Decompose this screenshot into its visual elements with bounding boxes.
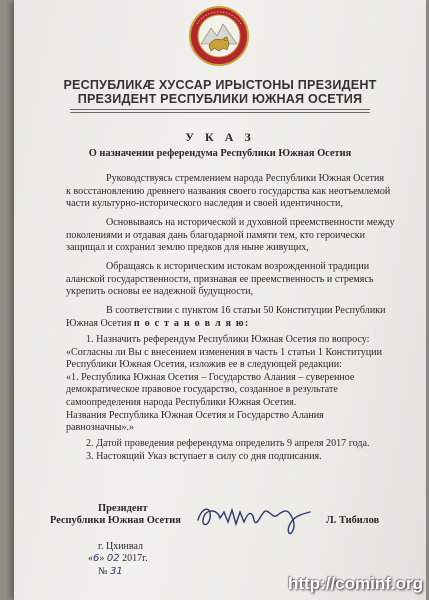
paragraph-line: демократическое правовое государство, созданное в результате (66, 384, 338, 396)
header-title-russian: ПРЕЗИДЕНТ РЕСПУБЛИКИ ЮЖНАЯ ОСЕТИЯ (77, 92, 363, 106)
header-title-ossetian: РЕСПУБЛИКӔ ХУССАР ИРЫСТОНЫ ПРЕЗИДЕНТ (63, 78, 377, 92)
state-emblem-icon (189, 4, 249, 68)
signing-place: г. Цхинвал (98, 541, 144, 552)
number-sign: № (98, 566, 108, 577)
date-quote-open: « (88, 553, 93, 564)
date-month: 02 (106, 553, 120, 564)
paragraph-line: аланской государственности, признавая ее преемственность и стремясь (66, 273, 374, 285)
date-year: 2017г. (122, 553, 148, 564)
document-title: У К А З (185, 130, 255, 144)
paragraph-line: Основываясь на исторической и духовной преемственности между (106, 217, 395, 228)
legal-basis-paragraph (66, 305, 388, 330)
header-rule (70, 112, 370, 113)
paragraph-line: части культурно-исторического наследия и своей идентичности, (66, 198, 343, 210)
source-watermark: http://cominf.org (287, 574, 423, 593)
preamble-paragraph (66, 217, 395, 255)
paragraph-line: Республики Южная Осетия, изложив ее в следующей редакции: (66, 359, 342, 371)
preamble-paragraph (66, 173, 391, 211)
paragraph-line: В соответствии с пунктом 16 статьи 50 Конституции Республики (106, 305, 386, 316)
signatory-title: Президент (98, 503, 148, 514)
paragraph-line: «Согласны ли Вы с внесением изменения в часть 1 статьи 1 Конституции (66, 346, 382, 358)
decree-document (14, 0, 426, 600)
document-subtitle: О назначении референдума Республики Южная Осетия (88, 148, 352, 159)
paragraph-line: поколениями и отдавая дань благодарной памяти тем, кто героически (66, 229, 366, 241)
paragraph-line: Обращаясь к историческим истокам возрожденной традиции (106, 261, 370, 272)
paragraph-line: 1. Назначить референдум Республики Южная Осетия по вопросу: (86, 334, 370, 345)
handwritten-signature-icon (194, 498, 314, 538)
paragraph-line: защищал и сохранил землю предков для ныне живущих, (66, 242, 309, 254)
paragraph-line: «1. Республика Южная Осетия – Государство Алания – суверенное (66, 371, 355, 383)
paragraph-line: к восстановлению древнего названия своего государства как неотъемлемой (66, 185, 391, 197)
paragraph-line (66, 318, 388, 331)
republic-name: Южная Осетия (66, 317, 132, 329)
decree-item-2 (66, 438, 388, 451)
paragraph-line: укрепить основы ее надежной будущности, (66, 286, 254, 298)
paragraph-line: 3. Настоящий Указ вступает в силу со дня подписания. (86, 451, 322, 462)
signatory-title-line2: Республики Южная Осетия (50, 515, 181, 526)
signer-name: Л. Тибилов (326, 515, 380, 526)
paragraph-line: Руководствуясь стремлением народа Республики Южная Осетия (106, 173, 385, 184)
decree-number (98, 566, 123, 577)
number-value: 31 (110, 566, 123, 577)
decree-word: п о с т а н о в л я ю: (133, 317, 250, 329)
date-quote-close: » (99, 553, 105, 564)
preamble-paragraph (66, 261, 388, 299)
decree-item-3 (66, 451, 388, 464)
date-day: 6 (93, 553, 100, 564)
paragraph-line: Названия Республика Южная Осетия и Государство Алания (66, 409, 324, 421)
paragraph-line: 2. Датой проведения референдума определить 9 апреля 2017 года. (86, 438, 370, 449)
paragraph-line: самоопределения народа Республики Южная Осетия. (66, 396, 297, 408)
decree-item-1 (66, 334, 388, 435)
header-rule (70, 109, 370, 110)
signing-date (88, 553, 148, 564)
paragraph-line: равнозначны».» (66, 422, 135, 434)
